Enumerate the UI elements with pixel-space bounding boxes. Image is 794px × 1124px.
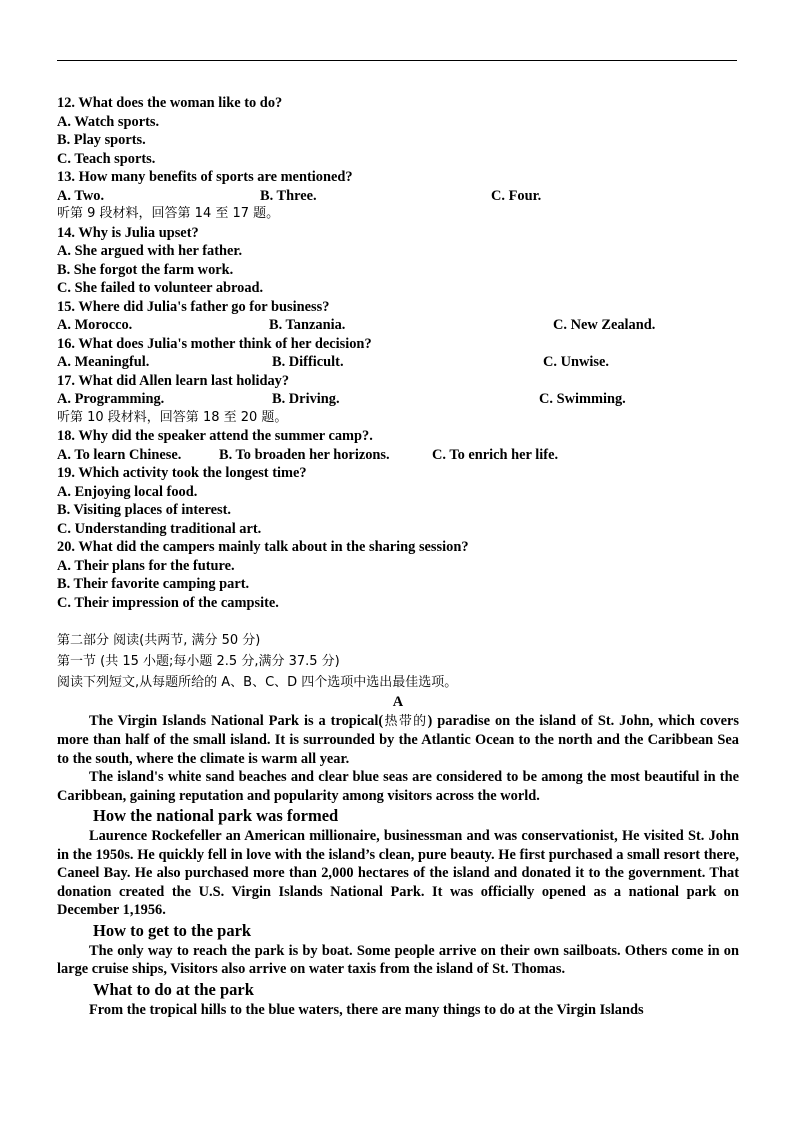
- q17-options: [57, 390, 739, 409]
- q16-option-c: C. Unwise.: [543, 354, 609, 370]
- q15-option-a: A. Morocco.: [57, 317, 133, 333]
- q13-option-a: A. Two.: [57, 187, 105, 204]
- passage-p1-text-b: ) paradise on the island of St. John, which covers more than half of the small island. It is surrounded by the Atlantic Ocean to the north and the Caribbean Sea to the south, where the climate is warm all year.: [57, 712, 739, 767]
- q18-option-c: C. To enrich her life.: [432, 446, 559, 463]
- heading-what-to-do: What to do at the park: [93, 979, 254, 999]
- q13-options: [57, 187, 739, 206]
- q15-stem: 15. Where did Julia's father go for business?: [57, 298, 330, 315]
- q18-option-b: B. To broaden her horizons.: [219, 446, 390, 463]
- q13-option-c: C. Four.: [491, 187, 542, 204]
- passage-paragraph-4: The only way to reach the park is by boat. Some people arrive on their own sailboats. Others come in on large cruise ships, Visitors also arrive on water taxis from the island of St. Thomas.: [57, 942, 739, 977]
- part2-title: 第二部分 阅读(共两节, 满分 50 分): [57, 633, 261, 648]
- part2-section1: 第一节 (共 15 小题;每小题 2.5 分,满分 37.5 分): [57, 654, 340, 669]
- passage-paragraph-3: Laurence Rockefeller an American millionaire, businessman and was conservationist, He visited St. John in the 1950s. He quickly fell in love with the island’s clean, pure beauty. He first purchased a small resort there, Caneel Bay. He also purchased more than 2,000 hectares of the island and donated it to the government. That donation created the U.S. Virgin Islands National Park. It was officially opened as a national park on December 1,1956.: [57, 828, 739, 918]
- q14-option-c: C. She failed to volunteer abroad.: [57, 280, 264, 296]
- q20-option-b: B. Their favorite camping part.: [57, 576, 250, 592]
- q17-option-a: A. Programming.: [57, 391, 165, 407]
- q16-options: [57, 353, 739, 372]
- q17-option-c: C. Swimming.: [539, 391, 626, 407]
- q16-stem: 16. What does Julia's mother think of her decision?: [57, 335, 372, 352]
- q19-stem: 19. Which activity took the longest time?: [57, 465, 307, 481]
- q16-option-b: B. Difficult.: [272, 354, 344, 370]
- q15-options: [57, 316, 739, 335]
- q18-options: [57, 446, 739, 465]
- q17-stem: 17. What did Allen learn last holiday?: [57, 372, 290, 389]
- section-9-instruction: 听第 9 段材料，回答第 14 至 17 题。: [57, 206, 280, 221]
- q12-option-b: B. Play sports.: [57, 132, 146, 148]
- q16-option-a: A. Meaningful.: [57, 354, 150, 370]
- q20-option-a: A. Their plans for the future.: [57, 557, 235, 574]
- part2-instruction: 阅读下列短文,从每题所给的 A、B、C、D 四个选项中选出最佳选项。: [57, 675, 458, 690]
- exam-page: [57, 94, 739, 1019]
- header-rule: [57, 60, 737, 61]
- spacer: [57, 612, 739, 630]
- q12-stem: 12. What does the woman like to do?: [57, 95, 283, 111]
- q19-option-c: C. Understanding traditional art.: [57, 520, 262, 537]
- q18-option-a: A. To learn Chinese.: [57, 446, 182, 463]
- q13-option-b: B. Three.: [260, 187, 317, 204]
- q19-option-b: B. Visiting places of interest.: [57, 502, 232, 518]
- q15-option-c: C. New Zealand.: [553, 317, 656, 333]
- passage-paragraph-2: The island's white sand beaches and clear blue seas are considered to be among the most beautiful in the Caribbean, gaining reputation and popularity among visitors across the world.: [57, 769, 739, 804]
- q13-stem: 13. How many benefits of sports are mentioned?: [57, 169, 353, 185]
- section-10-instruction: 听第 10 段材料，回答第 18 至 20 题。: [57, 409, 288, 425]
- q20-stem: 20. What did the campers mainly talk about in the sharing session?: [57, 539, 469, 555]
- passage-p1-gloss: 热带的: [383, 713, 428, 729]
- q14-stem: 14. Why is Julia upset?: [57, 224, 199, 241]
- q19-option-a: A. Enjoying local food.: [57, 483, 198, 500]
- q12-option-a: A. Watch sports.: [57, 113, 160, 130]
- q14-option-a: A. She argued with her father.: [57, 243, 243, 259]
- q18-stem: 18. Why did the speaker attend the summer camp?.: [57, 428, 373, 444]
- passage-p1-text-a: The Virgin Islands National Park is a tropical(: [89, 712, 384, 729]
- q14-option-b: B. She forgot the farm work.: [57, 261, 234, 278]
- q17-option-b: B. Driving.: [272, 391, 340, 407]
- heading-park-formed: How the national park was formed: [93, 806, 339, 825]
- passage-paragraph-5: From the tropical hills to the blue waters, there are many things to do at the Virgin Islands: [89, 1001, 644, 1018]
- q15-option-b: B. Tanzania.: [269, 317, 346, 333]
- q12-option-c: C. Teach sports.: [57, 150, 156, 167]
- q20-option-c: C. Their impression of the campsite.: [57, 594, 279, 611]
- heading-get-to-park: How to get to the park: [93, 920, 252, 940]
- passage-label: A: [392, 694, 404, 710]
- passage-paragraph-1: [57, 712, 739, 769]
